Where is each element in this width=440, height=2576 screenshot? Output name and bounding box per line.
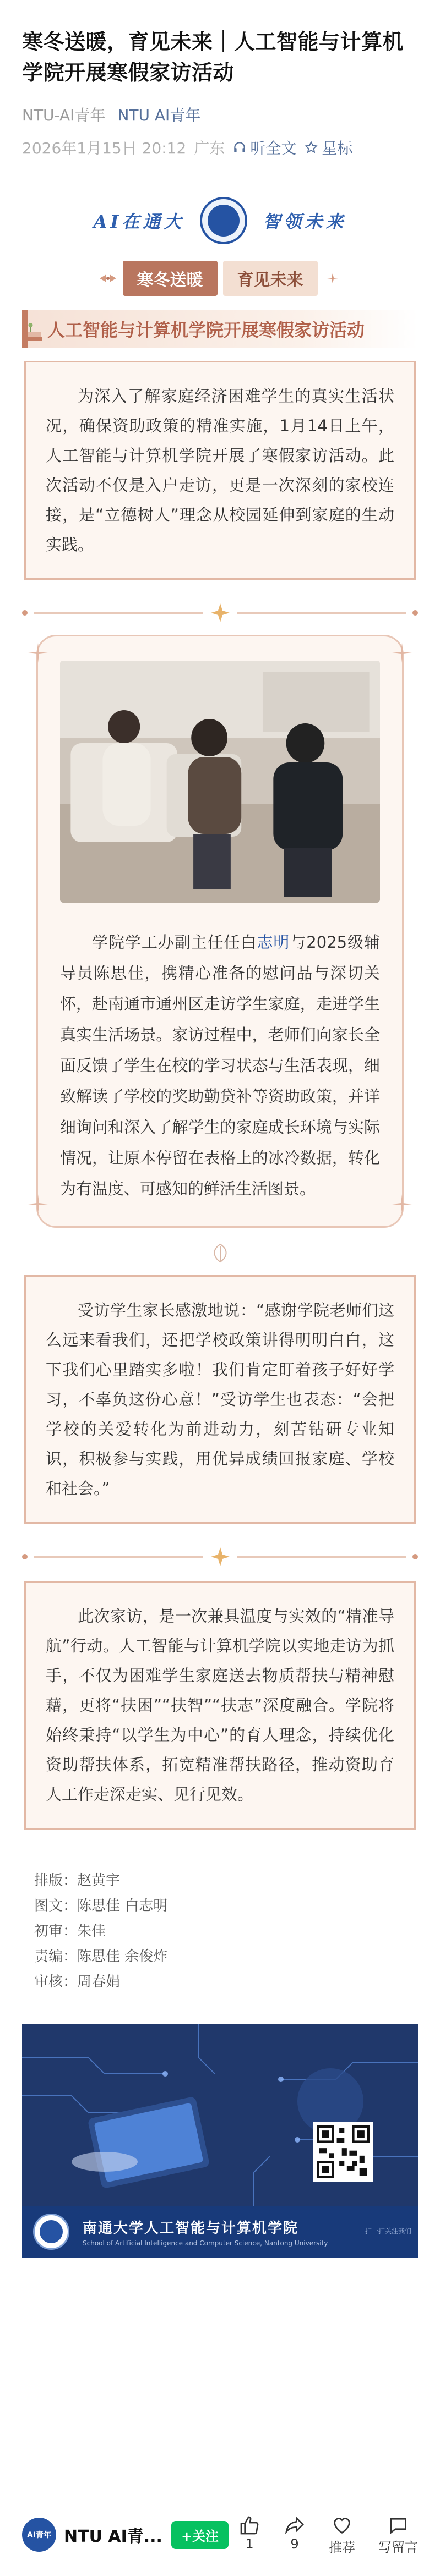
recommend-button[interactable] — [329, 2514, 355, 2556]
poster-school-logo — [33, 2214, 69, 2250]
section-title: 人工智能与计算机学院开展寒假家访活动 — [47, 320, 365, 340]
star-button[interactable] — [304, 136, 352, 158]
closing-paragraph: 此次家访，是一次兼具温度与实效的“精准导航”行动。人工智能与计算机学院以实地走访为抓手，不仅为困难学生家庭送去物质帮扶与精神慰藉，更将“扶困”“扶智”“扶志”深度融合。学院将始终秉持“以学生为中心”的育人理念，持续优化资助帮扶体系，拓宽精准帮扶路径，推动资助育人工作走深走实、见行见效。 — [46, 1607, 394, 1804]
photo-card — [36, 635, 404, 1228]
corner-sparkle-icon — [391, 642, 413, 664]
divider-2 — [22, 1546, 418, 1568]
publish-location: 广东 — [194, 139, 225, 157]
tag-row — [0, 261, 440, 296]
books-icon — [24, 322, 44, 344]
corner-sparkle-icon — [391, 1193, 413, 1215]
school-name-en: School of Artificial Intelligence and Computer Science, Nantong University — [83, 2239, 328, 2247]
tag-future: 育见未来 — [223, 261, 318, 296]
banner-slogan-left: AI在通大 — [93, 211, 185, 232]
share-icon — [284, 2514, 306, 2536]
scan-hint: 扫一扫关注我们 — [365, 2227, 411, 2235]
publish-datetime: 2026年1月15日 20:12 — [22, 139, 187, 157]
section-heading — [22, 310, 418, 348]
thumbs-up-icon — [238, 2514, 260, 2536]
qr-code[interactable] — [313, 2122, 373, 2182]
action-bar — [238, 2514, 418, 2556]
school-poster — [22, 2024, 418, 2258]
home-visit-photo — [60, 661, 380, 903]
like-count: 1 — [245, 2536, 254, 2552]
credit-approval: 审核：周春娟 — [34, 1974, 121, 1990]
poster-footer — [22, 2206, 418, 2258]
quote-box — [24, 1275, 416, 1524]
account-short: NTU-AI青年 — [22, 106, 106, 124]
account-avatar[interactable]: AI青年 — [22, 2518, 56, 2552]
credits — [34, 1868, 440, 1995]
meta-row — [22, 103, 418, 125]
name-link[interactable]: 志明 — [257, 933, 290, 952]
school-logo — [200, 197, 247, 244]
corner-sparkle-icon — [27, 1193, 49, 1215]
school-name-cn: 南通大学人工智能与计算机学院 — [83, 2220, 299, 2237]
diamond-star-icon — [210, 602, 231, 623]
heart-icon — [331, 2514, 353, 2536]
listen-button[interactable] — [232, 136, 296, 158]
quote-paragraph: 受访学生家长感激地说：“感谢学院老师们这么远来看我们，还把学校政策讲得明明白白，这下我们心里踏实多啦！我们肯定盯着孩子好好学习，不辜负这份心意！”受访学生也表态：“会把学校的关爱转化为前进动力，刻苦钻研专业知识，积极参与实践，用优异成绩回报家庭、学校和社会。” — [46, 1301, 394, 1498]
star-label: 星标 — [322, 139, 353, 157]
account-link[interactable]: NTU AI青年 — [117, 106, 201, 124]
credit-first-review: 初审：朱佳 — [34, 1923, 106, 1940]
listen-label: 听全文 — [250, 139, 297, 157]
headphones-icon — [232, 140, 247, 155]
follow-button[interactable]: +关注 — [171, 2521, 229, 2549]
credit-layout: 排版：赵黄宇 — [34, 1872, 121, 1889]
visit-paragraph: 学院学工办副主任任白志明与2025级辅导员陈思佳，携精心准备的慰问品与深切关怀，赴南通市通州区走访学生家庭，走进学生真实生活场景。家访过程中，老师们向家长全面反馈了学生在校的学习状态与生活表现，细致解读了学校的奖助勤贷补等资助政策，并详细询问和深入了解学生的家庭成长环境与实际情况，让原本停留在表格上的冰冷数据，转化为有温度、可感知的鲜活生活图景。 — [60, 933, 380, 1198]
diamond-star-icon — [210, 1546, 231, 1567]
bow-icon — [99, 273, 117, 284]
share-button[interactable] — [284, 2514, 306, 2556]
meta-row-2 — [22, 136, 418, 158]
qr-code-icon — [317, 2125, 370, 2178]
closing-box — [24, 1581, 416, 1830]
leaf-icon — [204, 1242, 237, 1264]
corner-sparkle-icon — [27, 642, 49, 664]
credit-text-photo: 图文：陈思佳 白志明 — [34, 1898, 168, 1914]
intro-paragraph: 为深入了解家庭经济困难学生的真实生活状况，确保资助政策的精准实施，1月14日上午，人工智能与计算机学院开展了寒假家访活动。此次活动不仅是入户走访，更是一次深刻的家校连接，是“立德树人”理念从校园延伸到家庭的生动实践。 — [46, 387, 394, 554]
bottom-account-name[interactable]: NTU AI青... — [64, 2527, 162, 2546]
tag-warmth: 寒冬送暖 — [123, 261, 218, 296]
sparkle-icon — [323, 273, 342, 284]
star-icon — [304, 140, 318, 155]
banner-slogan-right: 智领未来 — [263, 211, 347, 232]
divider-1 — [22, 602, 418, 624]
recommend-label: 推荐 — [329, 2539, 355, 2555]
like-button[interactable] — [238, 2514, 260, 2556]
banner — [0, 197, 440, 244]
article-header — [0, 0, 440, 158]
intro-box — [24, 361, 416, 580]
article-title: 寒冬送暖，育见未来｜人工智能与计算机学院开展寒假家访活动 — [22, 30, 404, 85]
share-count: 9 — [290, 2536, 299, 2552]
credit-editor: 责编：陈思佳 余俊炸 — [34, 1948, 168, 1965]
comment-button[interactable] — [378, 2514, 418, 2556]
comment-label: 写留言 — [378, 2539, 418, 2555]
bottom-bar — [0, 2493, 440, 2576]
comment-icon — [387, 2514, 409, 2536]
leaf-divider — [0, 1242, 440, 1264]
